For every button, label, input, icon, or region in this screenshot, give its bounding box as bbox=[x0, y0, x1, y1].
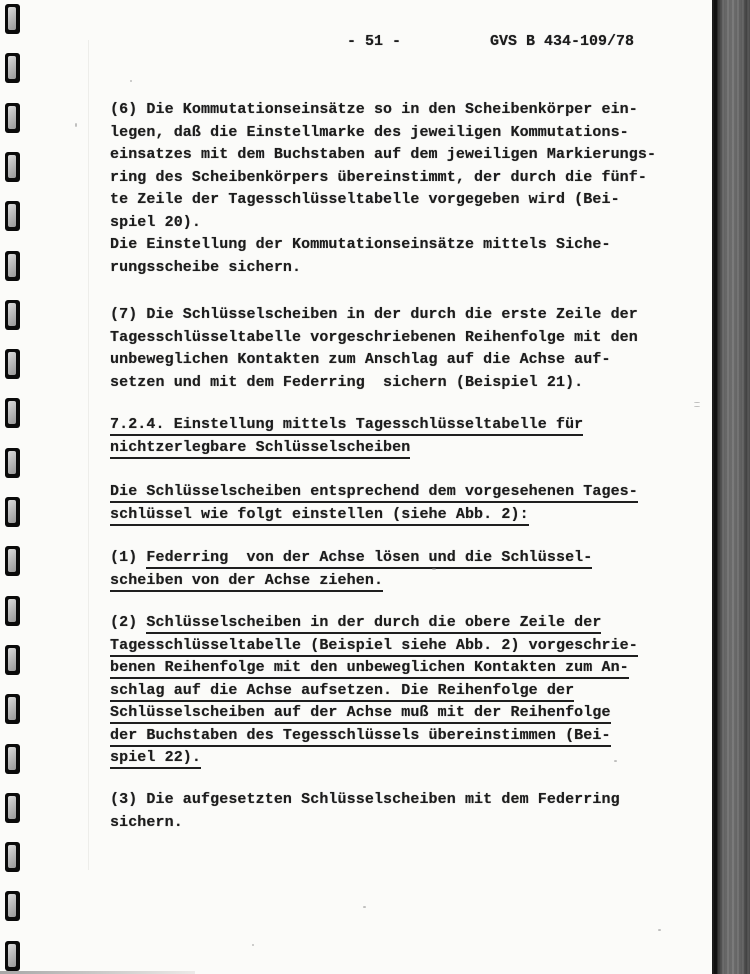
binding-hole bbox=[5, 497, 20, 527]
page-number: - 51 - bbox=[347, 33, 402, 50]
binding-hole bbox=[5, 546, 20, 576]
binding-hole bbox=[5, 300, 20, 330]
scan-speck bbox=[432, 568, 436, 570]
binding-hole bbox=[5, 4, 20, 34]
paragraph-6 bbox=[110, 99, 656, 279]
section-heading-7-2-4 bbox=[110, 414, 583, 459]
scan-speck bbox=[694, 402, 700, 403]
binding-hole bbox=[5, 152, 20, 182]
scan-speck bbox=[694, 406, 700, 407]
text-line: (1) Federring von der Achse lösen und die Schlüssel- bbox=[110, 547, 592, 570]
text-line: schlag auf die Achse aufsetzen. Die Reihenfolge der bbox=[110, 680, 638, 703]
text-line: ring des Scheibenkörpers übereinstimmt, der durch die fünf- bbox=[110, 168, 647, 186]
binding-hole bbox=[5, 251, 20, 281]
binding-hole bbox=[5, 891, 20, 921]
binding-hole bbox=[5, 596, 20, 626]
scan-speck bbox=[75, 123, 77, 127]
text-line: Tagesschlüsseltabelle vorgeschriebenen Reihenfolge mit den bbox=[110, 328, 638, 346]
binding-hole bbox=[5, 349, 20, 379]
section-intro bbox=[110, 481, 638, 526]
text-line: Tagesschlüsseltabelle (Beispiel siehe Abb. 2) vorgeschrie- bbox=[110, 635, 638, 658]
binding-hole bbox=[5, 744, 20, 774]
text-line: setzen und mit dem Federring sichern (Beispiel 21). bbox=[110, 373, 584, 391]
scan-speck bbox=[363, 906, 366, 908]
text-line: Die Schlüsselscheiben entsprechend dem vorgesehenen Tages- bbox=[110, 481, 638, 504]
binding-hole bbox=[5, 201, 20, 231]
scan-speck bbox=[658, 929, 661, 931]
text-line: der Buchstaben des Tegesschlüssels übereinstimmen (Bei- bbox=[110, 725, 638, 748]
scan-speck bbox=[252, 944, 254, 946]
paragraph-1 bbox=[110, 547, 592, 592]
text-line: (7) Die Schlüsselscheiben in der durch die erste Zeile der bbox=[110, 306, 638, 323]
document-reference: GVS B 434-109/78 bbox=[490, 33, 635, 50]
binding-hole bbox=[5, 448, 20, 478]
text-line: Schlüsselscheiben auf der Achse muß mit der Reihenfolge bbox=[110, 702, 638, 725]
book-edge-shadow bbox=[712, 0, 750, 974]
paragraph-2 bbox=[110, 612, 638, 770]
binding-hole bbox=[5, 103, 20, 133]
binding-hole bbox=[5, 645, 20, 675]
text-line: te Zeile der Tagesschlüsseltabelle vorgegeben wird (Bei- bbox=[110, 191, 620, 208]
text-line: benen Reihenfolge mit den unbeweglichen Kontakten zum An- bbox=[110, 657, 638, 680]
binding-hole bbox=[5, 793, 20, 823]
text-line: spiel 22). bbox=[110, 747, 638, 770]
text-line: nichtzerlegbare Schlüsselscheiben bbox=[110, 437, 583, 460]
binding-hole bbox=[5, 53, 20, 83]
text-line: Die Einstellung der Kommutationseinsätze mittels Siche- bbox=[110, 236, 611, 253]
binding-hole bbox=[5, 842, 20, 872]
paragraph-7 bbox=[110, 304, 638, 394]
text-line: schlüssel wie folgt einstellen (siehe Abb. 2): bbox=[110, 504, 638, 527]
scan-speck bbox=[130, 80, 132, 82]
text-line: (6) Die Kommutationseinsätze so in den Scheibenkörper ein- bbox=[110, 101, 638, 118]
paper-crease bbox=[88, 40, 89, 870]
binding-hole bbox=[5, 941, 20, 971]
text-line: 7.2.4. Einstellung mittels Tagesschlüsseltabelle für bbox=[110, 414, 583, 437]
text-line: unbeweglichen Kontakten zum Anschlag auf die Achse auf- bbox=[110, 351, 611, 368]
text-line: legen, daß die Einstellmarke des jeweiligen Kommutations- bbox=[110, 123, 629, 141]
text-line: sichern. bbox=[110, 813, 183, 831]
binding-hole bbox=[5, 398, 20, 428]
text-line: einsatzes mit dem Buchstaben auf dem jeweiligen Markierungs- bbox=[110, 146, 657, 163]
text-line: (3) Die aufgesetzten Schlüsselscheiben mit dem Federring bbox=[110, 791, 620, 808]
text-line: rungsscheibe sichern. bbox=[110, 258, 302, 276]
paragraph-3 bbox=[110, 789, 620, 834]
scan-speck bbox=[614, 760, 617, 762]
text-line: (2) Schlüsselscheiben in der durch die obere Zeile der bbox=[110, 612, 638, 635]
text-line: scheiben von der Achse ziehen. bbox=[110, 570, 592, 593]
binding-hole bbox=[5, 694, 20, 724]
text-line: spiel 20). bbox=[110, 213, 202, 231]
